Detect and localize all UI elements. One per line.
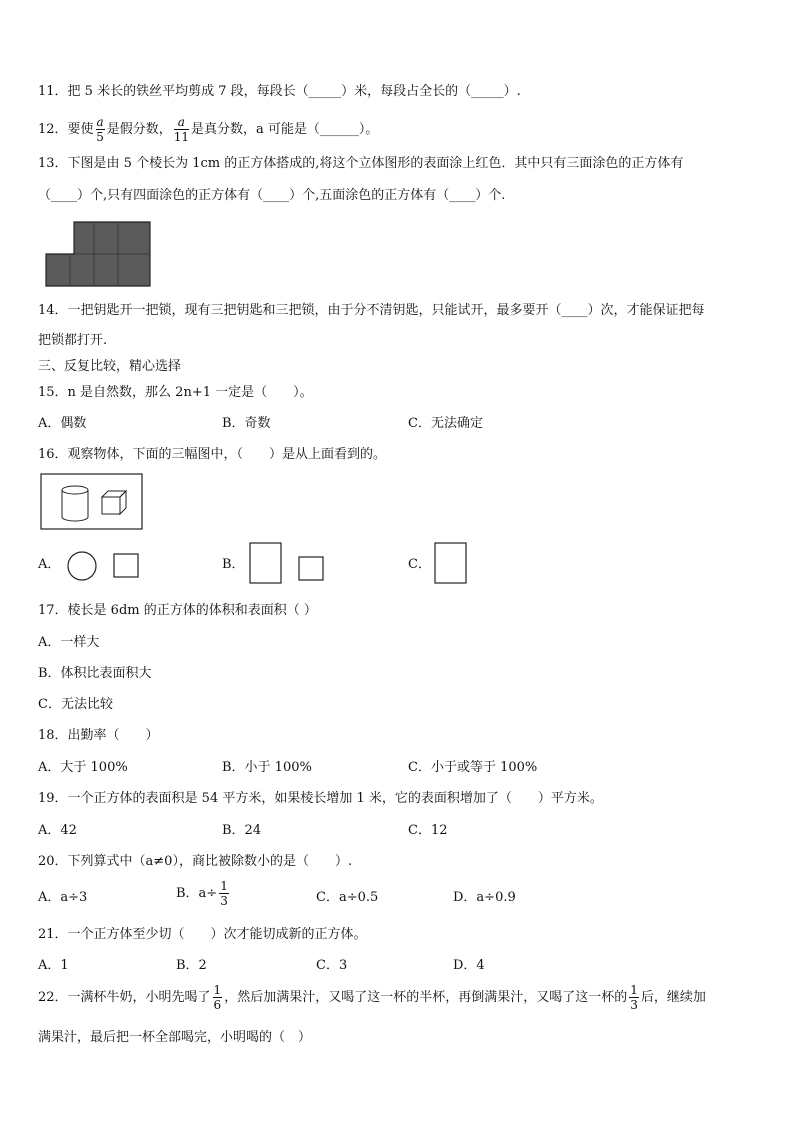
q12-fraction-2 xyxy=(174,116,189,143)
q20-option-c[interactable]: C．a÷0.5 xyxy=(316,890,379,905)
q12-text-pre: 12．要使 xyxy=(38,122,94,137)
question-17: 17．棱长是 6dm 的正方体的体积和表面积（ ） xyxy=(38,603,317,618)
q17-option-c[interactable]: C．无法比较 xyxy=(38,697,113,712)
q17-option-a[interactable]: A．一样大 xyxy=(38,635,100,650)
q20-b-den: 3 xyxy=(220,894,228,908)
question-12 xyxy=(38,116,378,143)
option-b-rects-icon xyxy=(248,541,328,585)
question-13-line-2: （____）个,只有四面涂色的正方体有（____）个,五面涂色的正方体有（____）个. xyxy=(38,188,506,203)
q22-f1-num: 1 xyxy=(213,983,222,997)
q20-option-d[interactable]: D．a÷0.9 xyxy=(453,890,516,905)
section-3-heading: 三、反复比较，精心选择 xyxy=(38,359,182,374)
q12-f1-den: 5 xyxy=(96,130,104,144)
question-15: 15．n 是自然数，那么 2n+1 一定是（ ）。 xyxy=(38,385,313,400)
q20-option-a[interactable]: A．a÷3 xyxy=(38,890,88,905)
q12-f2-num: a xyxy=(174,116,189,130)
q21-option-a[interactable]: A．1 xyxy=(38,958,69,973)
q12-text-post: 是真分数，a 可能是（______）。 xyxy=(191,122,379,137)
question-21: 21．一个正方体至少切（ ）次才能切成新的正方体。 xyxy=(38,927,367,942)
q18-option-b[interactable]: B．小于 100% xyxy=(222,760,312,775)
q12-f2-den: 11 xyxy=(173,130,189,144)
q12-f1-num: a xyxy=(96,115,104,129)
q22-text-b: ，然后加满果汁，又喝了这一杯的半杯，再倒满果汁，又喝了这一杯的 xyxy=(224,990,628,1005)
q16-option-b[interactable]: B． xyxy=(222,557,245,572)
q21-option-d[interactable]: D．4 xyxy=(453,958,485,973)
q22-text-c: 后，继续加 xyxy=(640,990,706,1005)
q15-option-c[interactable]: C．无法确定 xyxy=(408,416,483,431)
question-14-line-1: 14．一把钥匙开一把锁，现有三把钥匙和三把锁，由于分不清钥匙，只能试开，最多要开（____）次，才能保证把每 xyxy=(38,303,705,318)
question-13-line-1: 13．下图是由 5 个棱长为 1cm 的正方体搭成的,将这个立体图形的表面涂上红色．其中只有三面涂色的正方体有 xyxy=(38,156,684,171)
q21-option-b[interactable]: B．2 xyxy=(176,958,207,973)
q20-option-b[interactable] xyxy=(176,880,231,907)
q15-option-a[interactable]: A．偶数 xyxy=(38,416,87,431)
q22-f1-den: 6 xyxy=(213,998,222,1012)
q20-option-b-fraction xyxy=(219,880,229,907)
option-a-circle-square-icon xyxy=(64,549,144,583)
q16-option-c[interactable]: C． xyxy=(408,557,431,572)
q16-option-a[interactable]: A． xyxy=(38,557,61,572)
q18-option-c[interactable]: C．小于或等于 100% xyxy=(408,760,538,775)
question-11: 11．把 5 米长的铁丝平均剪成 7 段，每段长（_____）米，每段占全长的（_____）. xyxy=(38,84,521,99)
q20-option-b-pre: B．a÷ xyxy=(176,886,218,901)
q12-text-mid: 是假分数， xyxy=(106,122,172,137)
q22-fraction-1 xyxy=(213,984,223,1011)
q22-text-a: 22．一满杯牛奶，小明先喝了 xyxy=(38,990,211,1005)
stacked-cubes-figure xyxy=(44,220,152,288)
question-18: 18．出勤率（ ） xyxy=(38,728,159,743)
q18-option-a[interactable]: A．大于 100% xyxy=(38,760,128,775)
q20-b-num: 1 xyxy=(220,879,228,893)
question-16: 16．观察物体，下面的三幅图中，（ ）是从上面看到的。 xyxy=(38,447,387,462)
q12-fraction-1 xyxy=(96,116,105,143)
q19-option-c[interactable]: C．12 xyxy=(408,823,448,838)
q22-f2-den: 3 xyxy=(630,998,638,1012)
objects-figure xyxy=(40,473,144,531)
question-20: 20．下列算式中（a≠0），商比被除数小的是（ ）. xyxy=(38,854,353,869)
question-14-line-2: 把锁都打开. xyxy=(38,333,108,348)
question-19: 19．一个正方体的表面积是 54 平方米，如果棱长增加 1 米，它的表面积增加了（ ）平方米。 xyxy=(38,791,603,806)
q17-option-b[interactable]: B．体积比表面积大 xyxy=(38,666,152,681)
q19-option-b[interactable]: B．24 xyxy=(222,823,262,838)
option-c-rect-icon xyxy=(433,541,471,587)
question-22-line-1 xyxy=(38,984,706,1011)
q19-option-a[interactable]: A．42 xyxy=(38,823,77,838)
q15-option-b[interactable]: B．奇数 xyxy=(222,416,271,431)
q22-fraction-2 xyxy=(629,984,639,1011)
q22-f2-num: 1 xyxy=(630,983,638,997)
q21-option-c[interactable]: C．3 xyxy=(316,958,348,973)
question-22-line-2: 满果汁，最后把一杯全部喝完，小明喝的（ ） xyxy=(38,1030,312,1045)
